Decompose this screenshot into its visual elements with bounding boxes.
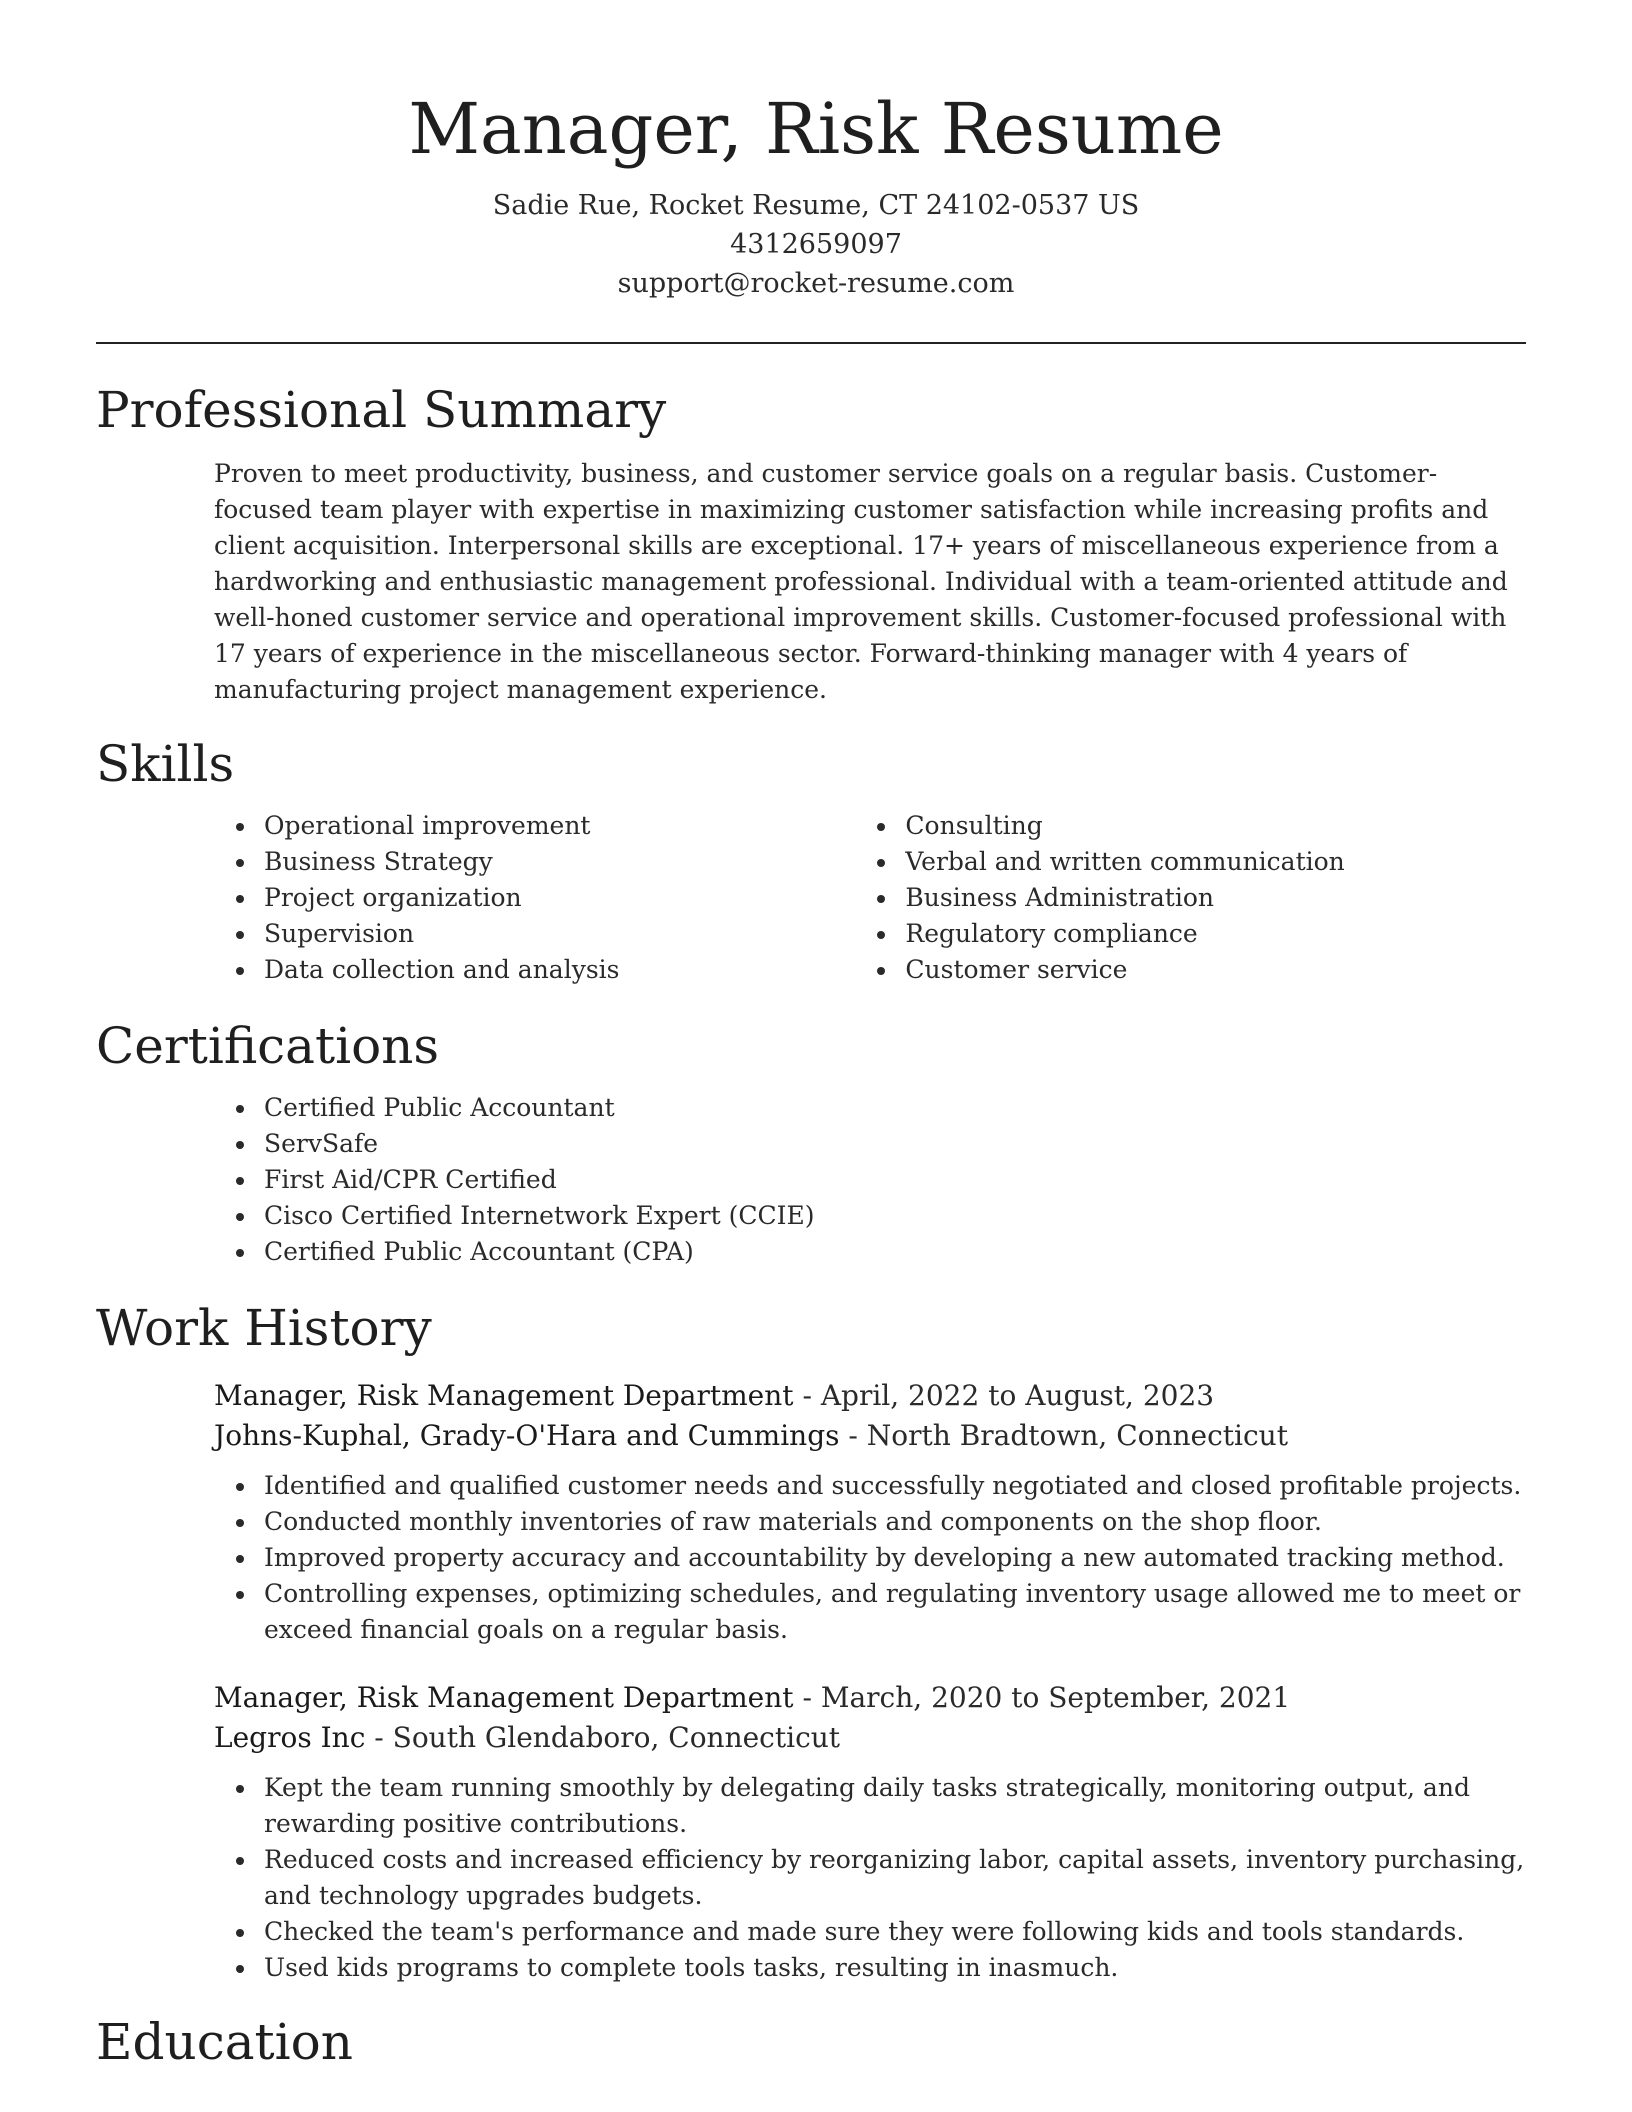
certifications-list [96, 1090, 1536, 1270]
job-duty: • Reduced costs and increased efficiency by reorganizing labor, capital assets, inventory purchasing, and technology upgrades budgets. [258, 1842, 1536, 1914]
summary-heading: Professional Summary [96, 381, 667, 439]
summary-text: Proven to meet productivity, business, and customer service goals on a regular basis. Customer-focused team player with expertise in maximizing customer satisfaction while increasing profits and client acquisition. Interpersonal skills are exceptional. 17+ years of miscellaneous experience from a hardworking and enthusiastic management professional. Individual with a team-oriented attitude and well-honed customer service and operational improvement skills. Customer-focused professional with 17 years of experience in the miscellaneous sector. Forward-thinking manager with 4 years of manufacturing project management experience. [214, 459, 1508, 704]
contact-phone: 4312659097 [730, 229, 902, 260]
header-divider [96, 342, 1526, 344]
job-entry [214, 1376, 1536, 1648]
job-duty: • Checked the team's performance and made sure they were following kids and tools standards. [258, 1914, 1536, 1950]
job-title: Manager, Risk Management Department [214, 1681, 794, 1714]
job-duties-list [214, 1468, 1536, 1648]
certification-item: • Certified Public Accountant [258, 1090, 1536, 1126]
job-title-line: Manager, Risk Management Department - March, 2020 to September, 2021 [214, 1681, 1291, 1714]
job-duty: • Controlling expenses, optimizing schedules, and regulating inventory usage allowed me to meet or exceed financial goals on a regular basis. [258, 1576, 1536, 1648]
skill-item: • Supervision [258, 916, 739, 952]
job-location: North Bradtown, Connecticut [866, 1419, 1288, 1452]
job-entry [214, 1678, 1536, 1986]
skill-item: • Consulting [899, 808, 1536, 844]
skill-item: • Project organization [258, 880, 739, 916]
skill-item: • Data collection and analysis [258, 952, 739, 988]
certification-item: • ServSafe [258, 1126, 1536, 1162]
education-heading: Education [96, 2013, 353, 2071]
summary-section [96, 380, 1536, 708]
work-history-heading: Work History [96, 1299, 432, 1357]
job-duties-list [214, 1770, 1536, 1986]
education-section [96, 2012, 1536, 2072]
skills-heading: Skills [96, 735, 235, 793]
work-history-section [96, 1298, 1536, 1986]
job-title: Manager, Risk Management Department [214, 1379, 794, 1412]
skill-item: • Regulatory compliance [899, 916, 1536, 952]
certifications-section [96, 1016, 1536, 1270]
certifications-heading: Certifications [96, 1017, 440, 1075]
skill-item: • Verbal and written communication [899, 844, 1536, 880]
job-location: South Glendaboro, Connecticut [392, 1721, 841, 1754]
resume-header [0, 0, 1632, 303]
certification-item: • Cisco Certified Internetwork Expert (CCIE) [258, 1198, 1536, 1234]
skill-item: • Business Administration [899, 880, 1536, 916]
job-company-line: Legros Inc - South Glendaboro, Connecticut [214, 1721, 841, 1754]
job-duty: • Kept the team running smoothly by delegating daily tasks strategically, monitoring output, and rewarding positive contributions. [258, 1770, 1536, 1842]
job-company: Johns-Kuphal, Grady-O'Hara and Cummings [214, 1419, 840, 1452]
skills-columns [96, 808, 1536, 988]
job-duty: • Conducted monthly inventories of raw materials and components on the shop floor. [258, 1504, 1536, 1540]
contact-address: Sadie Rue, Rocket Resume, CT 24102-0537 US [492, 190, 1140, 221]
contact-block [0, 186, 1632, 303]
resume-title: Manager, Risk Resume [408, 88, 1224, 170]
job-duty: • Improved property accuracy and accountability by developing a new automated tracking method. [258, 1540, 1536, 1576]
certification-item: • Certified Public Accountant (CPA) [258, 1234, 1536, 1270]
skills-list-right [739, 808, 1536, 988]
contact-email: support@rocket-resume.com [617, 268, 1015, 299]
certification-item: • First Aid/CPR Certified [258, 1162, 1536, 1198]
job-company: Legros Inc [214, 1721, 366, 1754]
skills-list-left [96, 808, 739, 988]
job-duty: • Identified and qualified customer needs and successfully negotiated and closed profitable projects. [258, 1468, 1536, 1504]
skill-item: • Business Strategy [258, 844, 739, 880]
skills-section [96, 734, 1536, 988]
job-duty: • Used kids programs to complete tools tasks, resulting in inasmuch. [258, 1950, 1536, 1986]
job-company-line: Johns-Kuphal, Grady-O'Hara and Cummings - North Bradtown, Connecticut [214, 1419, 1288, 1452]
job-dates: April, 2022 to August, 2023 [820, 1379, 1215, 1412]
job-dates: March, 2020 to September, 2021 [820, 1681, 1291, 1714]
job-title-line: Manager, Risk Management Department - April, 2022 to August, 2023 [214, 1379, 1215, 1412]
skill-item: • Operational improvement [258, 808, 739, 844]
skill-item: • Customer service [899, 952, 1536, 988]
